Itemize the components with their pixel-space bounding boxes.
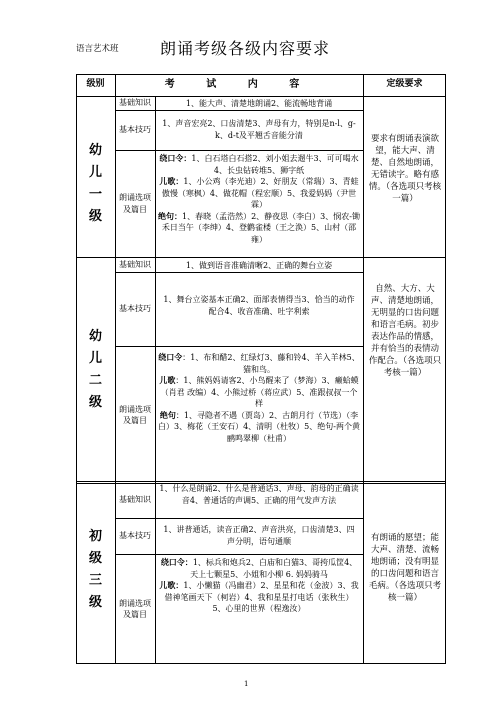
recitation-label: 朗诵选项及篇目	[119, 404, 151, 425]
page-title: 朗诵考级各级内容要求	[160, 39, 331, 58]
level-name: 幼 儿 二 级	[88, 329, 102, 410]
recitation-list	[155, 557, 363, 615]
requirement-text: 自然、大方、大声、清楚地朗诵，无明显的口齿问题和语言毛病。初步表达作品的情感，并有恰当的表情动作配合。（各选项只考核一篇）	[368, 284, 442, 378]
level-name: 幼 儿 一 级	[88, 143, 102, 224]
level-name: 初 级 三 级	[88, 529, 102, 610]
page-number: 1	[244, 680, 249, 688]
recitation-list	[155, 352, 363, 444]
basic-skill-text: 1、讲普通话，读音正确2、声音洪亮，口齿清楚3、四声分明，语句通顺	[163, 525, 355, 546]
recitation-label: 朗诵选项及篇目	[119, 598, 151, 619]
recitation-list	[155, 153, 363, 245]
list-item: 绕口令：1、标兵和炮兵2、白庙和白猫3、哥挎瓜筐4、天上七颗星5、小姐和小柳 6. 妈妈骑马	[160, 557, 358, 579]
list-item: 绝句：1、春晓（孟浩然）2、静夜思（李白）3、悯农-锄禾日当午（李绅）4、登鹳雀楼（王之涣）5、山村（邵雍）	[158, 210, 360, 244]
basic-skill-label: 基本技巧	[119, 531, 151, 541]
basic-skill-label: 基本技巧	[119, 125, 151, 135]
recitation-label: 朗诵选项及篇目	[119, 193, 151, 214]
requirement-text: 有朗诵的愿望；能大声、清楚、流畅地朗诵；没有明显的口齿问题和语言毛病。（各选项只考核一篇）	[368, 533, 442, 603]
list-item: 儿歌：1、小公鸡（李光迪）2、好朋友（常瑞）3、青蛙傲慢（寒枫）4、做花帽（程宏顺）5、我爱妈妈（尹世霖）	[159, 176, 359, 209]
requirement-text: 要求有朗诵表演欲望，能大声、清楚、自然地朗诵，无错读字。略有感情。（各选项只考核一篇）	[368, 134, 442, 204]
basic-skill-text: 1、舞台立姿基本正确2、面部表情得当3、恰当的动作配合4、收音准确、吐字利索	[163, 295, 355, 316]
table-head-level: 级别	[86, 79, 105, 90]
list-item: 绕口令：1、白石塔白石搭2、刘小姐去遛牛3、可可喝水4、长虫钻砖堆5、狮字纸	[159, 153, 359, 175]
basic-knowledge-text: 1、能大声、清楚地朗诵2、能流畅地背诵	[185, 99, 333, 108]
list-item: 绕口令：1、布和醋2、红绿灯3、藤和铃4、羊入羊林5、猫和鸟。	[158, 352, 360, 374]
list-item: 儿歌：1、小懒猫（冯幽君）2、星星和花（金波）3、我借神笔画天下（柯岩）4、我和星星打电话（张秋生）5、心里的世界（程逸汝）	[159, 580, 359, 613]
basic-knowledge-label: 基础知识	[119, 494, 151, 504]
basic-skill-label: 基本技巧	[119, 304, 151, 314]
table-head-requirement: 定级要求	[386, 79, 423, 90]
basic-knowledge-label: 基础知识	[119, 259, 151, 269]
basic-skill-text: 1、声音宏亮2、口齿清楚3、声母有力，特别是n-l、g-k、d-t及平翘舌音能分清	[162, 119, 356, 140]
header-left-label: 语言艺术班	[76, 44, 119, 54]
table-head-content: 考 试 内 容	[164, 79, 314, 91]
basic-knowledge-label: 基础知识	[119, 98, 151, 108]
list-item: 绝句：1、寻隐者不遇（贾岛）2、古朗月行（节选）（李白）3、梅花（王安石）4、清明（杜牧）5、绝句-两个黄鹂鸣翠柳（杜甫）	[158, 409, 360, 443]
basic-knowledge-text: 1、做到语音准确清晰2、正确的舞台立姿	[185, 261, 333, 270]
list-item: 儿歌：1、熊妈妈请客2、小鸟醒来了（梦海）3、癞蛤蟆（肖君 改编）4、小熊过桥（蒋应武）5、准跟叔叔一个样	[159, 375, 359, 408]
basic-knowledge-text: 1、什么是朗诵2、什么是普通话3、声母、韵母的正确读音4、普通话的声调5、正确的用气发声方法	[159, 484, 359, 505]
